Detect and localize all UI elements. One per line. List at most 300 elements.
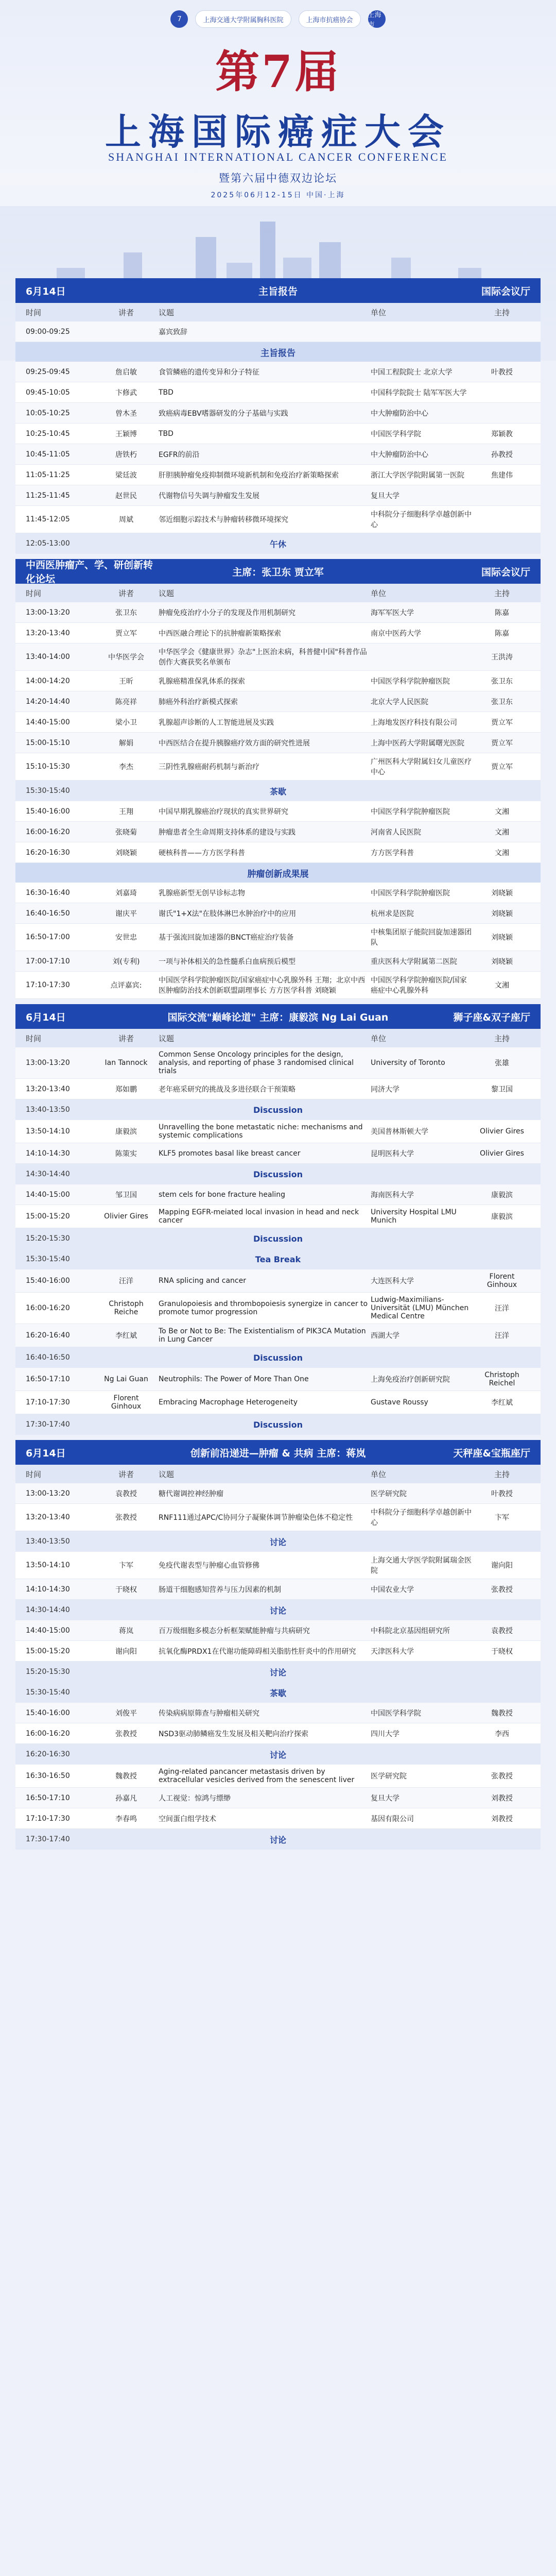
row-time: 17:10-17:30	[26, 981, 70, 989]
row-speaker: 谢向阳	[115, 1647, 137, 1656]
row-time: 14:20-14:40	[26, 697, 70, 706]
table-row	[15, 1079, 541, 1099]
row-topic: 中西医结合在提升胰腺癌疗效方面的研究性进展	[159, 739, 310, 748]
row-topic: 中华医学会《健康世界》杂志"上医治未病，科普健中国"科普作品创作大赛获奖名单颁布	[159, 648, 367, 667]
row-host: 张卫东	[491, 677, 513, 686]
row-topic: 基于强流回旋加速器的BNCT癌症治疗装备	[159, 934, 294, 942]
row-org: 中国医学科学院肿瘤医院/国家癌症中心乳腺外科	[371, 976, 467, 995]
row-host: 黎卫国	[491, 1085, 513, 1094]
break-time: 15:30-15:40	[26, 1255, 70, 1263]
row-time: 16:50-17:00	[26, 933, 70, 941]
row-speaker: Florent Ginhoux	[111, 1394, 142, 1411]
row-speaker: 梁小卫	[115, 718, 137, 727]
row-host: Florent Ginhoux	[486, 1273, 517, 1289]
table-row	[15, 1324, 541, 1347]
row-speaker: 陈策实	[115, 1149, 137, 1158]
table-row	[15, 465, 541, 485]
session-2	[15, 1004, 541, 1435]
row-speaker: 汪洋	[119, 1277, 133, 1285]
table-row	[15, 1723, 541, 1744]
row-time: 15:10-15:30	[26, 762, 70, 771]
row-host: 张教授	[491, 1772, 513, 1781]
col-speaker: 讲者	[118, 308, 134, 317]
row-org: 方方医学科普	[371, 849, 414, 857]
col-time: 时间	[26, 1469, 42, 1479]
col-topic: 议题	[159, 588, 175, 598]
break-title: Discussion	[253, 1352, 303, 1363]
row-topic: Embracing Macrophage Heterogeneity	[159, 1398, 298, 1406]
table-row	[15, 643, 541, 671]
row-speaker: 卞修武	[115, 388, 137, 397]
row-speaker: 李杰	[119, 763, 133, 771]
break-row	[15, 781, 541, 801]
break-time: 14:30-14:40	[26, 1170, 70, 1178]
row-time: 13:50-14:10	[26, 1127, 70, 1136]
conference-logo: 7	[170, 10, 188, 28]
row-org: 中科院分子细胞科学卓越创新中心	[371, 1509, 472, 1527]
table-row	[15, 1483, 541, 1504]
row-speaker: 张教授	[115, 1730, 137, 1738]
row-topic: Mapping EGFR-meiated local invasion in head and neck cancer	[159, 1208, 359, 1225]
row-speaker: 中华医学会	[108, 653, 144, 662]
conference-date: 2025年06月12-15日 中国·上海	[211, 191, 345, 199]
break-row	[15, 533, 541, 554]
row-host: 孙教授	[491, 450, 513, 459]
row-time: 13:00-13:20	[26, 608, 70, 617]
row-org: 复旦大学	[371, 492, 399, 500]
row-host: Olivier Gires	[480, 1127, 524, 1136]
break-time: 12:05-13:00	[26, 539, 70, 548]
row-host: 王洪涛	[491, 653, 513, 662]
sub-title: 肿瘤创新成果展	[247, 869, 309, 879]
row-time: 11:05-11:25	[26, 470, 70, 479]
row-org: 中国医学科学院	[371, 430, 421, 438]
row-org: 中国医学科学院	[371, 1709, 421, 1718]
row-speaker: 陈亮祥	[115, 698, 137, 706]
row-org: 四川大学	[371, 1730, 399, 1738]
row-time: 15:40-16:00	[26, 807, 70, 816]
row-org: 中核集团原子能院回旋加速器团队	[371, 928, 472, 947]
row-org: 上海中医药大学附属曙光医院	[371, 739, 464, 748]
row-speaker: 孙嘉凡	[115, 1794, 137, 1803]
row-speaker: 张卫东	[115, 608, 137, 617]
session-venue: 狮子座&双子座厅	[453, 1011, 530, 1023]
col-org: 单位	[371, 588, 387, 598]
row-speaker: 于晓权	[115, 1585, 137, 1594]
row-host: 文湘	[495, 807, 509, 816]
table-row	[15, 1765, 541, 1788]
table-header	[15, 303, 541, 321]
row-org: Gustave Roussy	[371, 1398, 428, 1406]
row-topic: 中国医学科学院肿瘤医院/国家癌症中心乳腺外科 王翔；北京中西医肿瘤防治技术创新联盟副理事长 方方医学科普 刘晓颖	[159, 976, 366, 995]
table-row	[15, 1120, 541, 1143]
row-host: 叶教授	[491, 368, 513, 377]
row-host: 陈嘉	[495, 629, 509, 638]
row-host: 张卫东	[491, 698, 513, 706]
row-time: 16:00-16:20	[26, 1304, 70, 1312]
row-topic: KLF5 promotes basal like breast cancer	[159, 1149, 301, 1158]
session-title: 国际交流"巅峰论道" 主席：康毅滨 Ng Lai Guan	[167, 1011, 389, 1023]
break-title: 茶歇	[269, 1688, 286, 1698]
break-time: 15:30-15:40	[26, 787, 70, 795]
row-topic: 中西医融合理论下的抗肿瘤新策略探索	[159, 629, 281, 638]
session-day: 6月14日	[26, 1447, 66, 1459]
row-speaker: Ng Lai Guan	[104, 1375, 148, 1383]
col-org: 单位	[371, 308, 387, 317]
row-host: 张雄	[495, 1059, 509, 1067]
session-day: 中西医肿瘤产、学、研创新转化论坛	[26, 560, 153, 585]
row-org: 中国农业大学	[371, 1585, 414, 1594]
row-time: 14:10-14:30	[26, 1585, 70, 1594]
row-topic: 免疫代谢表型与肿瘤心血管修佛	[159, 1562, 259, 1570]
row-topic: EGFR的前沿	[159, 450, 200, 459]
row-topic: 乳腺癌新型无创早诊标志物	[159, 889, 245, 897]
row-topic: 硬核科普——方方医学科普	[159, 849, 245, 857]
row-host: 文湘	[495, 828, 509, 837]
row-time: 16:00-16:20	[26, 827, 70, 836]
row-time: 15:00-15:20	[26, 1647, 70, 1655]
break-time: 15:20-15:30	[26, 1668, 70, 1676]
row-topic: Neutrophils: The Power of More Than One	[159, 1375, 309, 1383]
col-host: 主持	[494, 308, 510, 317]
row-speaker: 解娟	[119, 739, 133, 748]
row-speaker: 王昕	[119, 677, 133, 686]
row-time: 16:20-16:40	[26, 1331, 70, 1340]
row-topic: 邻近细胞示踪技术与肿瘤转移微环境探究	[159, 516, 288, 524]
row-topic: 抗氧化酶PRDX1在代谢功能障碍相关脂肪性肝炎中的作用研究	[159, 1647, 356, 1656]
row-host: Christoph Reichel	[484, 1371, 519, 1387]
row-speaker: 李红斌	[115, 1332, 137, 1340]
row-speaker: Olivier Gires	[104, 1212, 148, 1221]
session-rows	[15, 602, 541, 999]
table-row	[15, 403, 541, 423]
row-topic: 肿瘤免疫治疗小分子的发现及作用机制研究	[159, 608, 296, 617]
row-topic: To Be or Not to Be: The Existentialism of PIK3CA Mutation in Lung Cancer	[159, 1327, 366, 1344]
table-row	[15, 822, 541, 842]
row-topic: 乳腺癌精准保乳体系的探索	[159, 677, 245, 686]
row-org: 中大肿瘤防治中心	[371, 450, 428, 459]
row-host: 康毅滨	[491, 1191, 513, 1199]
row-org: 同济大学	[371, 1085, 399, 1094]
row-time: 15:00-15:20	[26, 1212, 70, 1221]
conference-title: 上海国际癌症大会	[105, 110, 451, 153]
row-host: 焦建伟	[491, 471, 513, 480]
col-speaker: 讲者	[118, 1469, 134, 1479]
row-org: 美国普林斯顿大学	[371, 1128, 428, 1136]
session-header	[15, 1004, 541, 1029]
row-speaker: 袁教授	[115, 1489, 137, 1498]
session-1	[15, 559, 541, 999]
row-time: 14:40-15:00	[26, 1190, 70, 1199]
table-row	[15, 1047, 541, 1079]
table-row	[15, 972, 541, 999]
table-row	[15, 423, 541, 444]
hospital-logo: 上海交通大学附属胸科医院	[195, 10, 291, 28]
row-time: 13:00-13:20	[26, 1059, 70, 1067]
break-row	[15, 1099, 541, 1120]
row-time: 09:00-09:25	[26, 327, 70, 336]
break-row	[15, 1164, 541, 1184]
row-speaker: 谢庆平	[115, 909, 137, 918]
conference-title-en: SHANGHAI INTERNATIONAL CANCER CONFERENCE	[108, 150, 448, 163]
row-org: 上海交通大学医学院附属瑞金医院	[371, 1556, 472, 1575]
session-venue: 天秤座&宝瓶座厅	[453, 1447, 530, 1459]
row-host: 郑颖教	[491, 430, 513, 438]
row-time: 16:20-16:30	[26, 848, 70, 857]
table-row	[15, 691, 541, 712]
row-org: 医学研究院	[371, 1489, 407, 1498]
break-title: 讨论	[269, 1537, 286, 1547]
row-host: 贾立军	[491, 718, 513, 727]
row-topic: TBD	[159, 429, 173, 438]
row-speaker: Ian Tannock	[105, 1059, 148, 1067]
col-topic: 议题	[159, 308, 175, 317]
table-row	[15, 1293, 541, 1324]
city-logo: 上海市	[368, 10, 386, 28]
table-row	[15, 1552, 541, 1579]
row-speaker: 赵世民	[115, 492, 137, 500]
break-row	[15, 1228, 541, 1249]
row-topic: 传染病病原筛查与肿瘤相关研究	[159, 1709, 259, 1718]
sub-section-header	[15, 863, 541, 883]
row-host: 陈嘉	[495, 608, 509, 617]
table-row	[15, 1808, 541, 1829]
table-header	[15, 1029, 541, 1047]
table-row	[15, 903, 541, 924]
break-title: 讨论	[269, 1667, 286, 1677]
row-topic: 空间蛋白组学技术	[159, 1815, 216, 1823]
row-time: 13:20-13:40	[26, 1084, 70, 1093]
row-topic: Aging-related pancancer metastasis driven by extracellular vesicles derived from the senescent liver	[159, 1768, 355, 1784]
row-org: 上海免疫治疗创新研究院	[371, 1376, 450, 1384]
row-topic: 肿瘤患者全生命周期支持体系的建设与实践	[159, 828, 296, 837]
row-org: 昆明医科大学	[371, 1149, 414, 1158]
session-rows	[15, 1483, 541, 1850]
table-header	[15, 584, 541, 602]
row-org: 医学研究院	[371, 1772, 407, 1781]
break-time: 16:20-16:30	[26, 1750, 70, 1758]
row-time: 14:40-15:00	[26, 718, 70, 726]
break-row	[15, 1414, 541, 1435]
sub-section-header	[15, 342, 541, 362]
row-speaker: 安世忠	[115, 934, 137, 942]
row-speaker: 唐铁朽	[115, 450, 137, 459]
row-org: 河南省人民医院	[371, 828, 421, 837]
row-topic: Common Sense Oncology principles for the design, analysis, and reporting of phase 3 randomised clinical trials	[159, 1050, 354, 1075]
row-host: 贾立军	[491, 739, 513, 748]
row-time: 16:30-16:50	[26, 1772, 70, 1780]
row-org: 重庆医科大学附属第二医院	[371, 957, 457, 966]
row-topic: 肝胆胰肿瘤免疫抑制微环境新机制和免疫治疗新策略探索	[159, 471, 339, 480]
break-time: 14:30-14:40	[26, 1606, 70, 1614]
row-org: 中国医学科学院肿瘤医院	[371, 677, 450, 686]
break-row	[15, 1249, 541, 1269]
row-time: 16:40-16:50	[26, 909, 70, 918]
row-org: 北京大学人民医院	[371, 698, 428, 706]
break-title: Discussion	[253, 1419, 303, 1430]
session-rows	[15, 1047, 541, 1435]
table-row	[15, 321, 541, 342]
col-speaker: 讲者	[118, 588, 134, 598]
row-time: 13:20-13:40	[26, 1513, 70, 1521]
row-time: 10:45-11:05	[26, 450, 70, 459]
break-title: Tea Break	[255, 1254, 301, 1264]
table-header	[15, 1465, 541, 1483]
table-row	[15, 712, 541, 733]
row-org: 复旦大学	[371, 1794, 399, 1803]
break-row	[15, 1347, 541, 1368]
break-title: Discussion	[253, 1233, 303, 1244]
row-org: 中科院北京基因组研究所	[371, 1626, 450, 1635]
table-row	[15, 753, 541, 781]
break-row	[15, 1600, 541, 1620]
row-time: 14:00-14:20	[26, 676, 70, 685]
table-row	[15, 1205, 541, 1228]
row-time: 09:25-09:45	[26, 367, 70, 376]
row-time: 16:30-16:40	[26, 888, 70, 897]
break-row	[15, 1531, 541, 1552]
row-host: 张教授	[491, 1585, 513, 1594]
table-row	[15, 951, 541, 972]
row-speaker: 刘嘉琦	[115, 889, 137, 897]
edition-title: 第7届	[215, 46, 341, 98]
row-time: 15:00-15:10	[26, 738, 70, 747]
row-time: 13:50-14:10	[26, 1561, 70, 1569]
row-speaker: 张教授	[115, 1514, 137, 1522]
session-header	[15, 278, 541, 303]
row-time: 13:20-13:40	[26, 629, 70, 637]
session-day: 6月14日	[26, 285, 66, 297]
row-time: 16:00-16:20	[26, 1729, 70, 1738]
row-host: Olivier Gires	[480, 1149, 524, 1158]
table-row	[15, 1703, 541, 1723]
table-row	[15, 1620, 541, 1641]
table-row	[15, 362, 541, 382]
row-time: 15:40-16:00	[26, 1277, 70, 1285]
row-time: 17:10-17:30	[26, 1398, 70, 1406]
session-0	[15, 278, 541, 554]
row-speaker: 点评嘉宾:	[110, 981, 142, 990]
row-topic: Granulopoiesis and thrombopoiesis synergize in cancer to promote tumor progression	[159, 1300, 368, 1316]
row-org: 基因有限公司	[371, 1815, 414, 1823]
session-title: 主席：张卫东 贾立军	[232, 566, 324, 578]
row-org: 中国医学科学院肿瘤医院	[371, 889, 450, 897]
row-org: 海军军医大学	[371, 608, 414, 617]
col-speaker: 讲者	[118, 1033, 134, 1043]
row-topic: NSD3驱动肺鳞癌发生发展及相关靶向治疗探索	[159, 1730, 309, 1738]
row-host: 刘晓颖	[491, 889, 513, 897]
col-host: 主持	[494, 1033, 510, 1043]
row-time: 11:25-11:45	[26, 491, 70, 500]
row-host: 汪洋	[495, 1332, 509, 1340]
row-speaker: 张晓菊	[115, 828, 137, 837]
row-topic: 三阴性乳腺癌耐药机制与新治疗	[159, 763, 259, 771]
row-org: 中科院分子细胞科学卓越创新中心	[371, 511, 472, 529]
break-time: 17:30-17:40	[26, 1420, 70, 1429]
row-org: 中国科学院院士 陆军军医大学	[371, 388, 467, 397]
row-host: 李红斌	[491, 1399, 513, 1407]
row-speaker: 蒋岚	[119, 1626, 133, 1635]
row-speaker: 刘俊平	[115, 1709, 137, 1718]
row-host: 刘教授	[491, 1794, 513, 1803]
session-3	[15, 1440, 541, 1850]
col-topic: 议题	[159, 1469, 175, 1479]
row-host: 李西	[495, 1730, 509, 1738]
association-logo: 上海市抗癌协会	[299, 10, 361, 28]
row-host: 袁教授	[491, 1626, 513, 1635]
row-time: 14:10-14:30	[26, 1149, 70, 1158]
row-host: 康毅滨	[491, 1213, 513, 1221]
row-host: 卞军	[495, 1514, 509, 1522]
row-speaker: 卞军	[119, 1562, 133, 1570]
table-row	[15, 842, 541, 863]
row-topic: 百万级细胞多模态分析框架赋能肿瘤与共病研究	[159, 1626, 310, 1635]
row-speaker: 王颖博	[115, 430, 137, 438]
session-venue: 国际会议厅	[481, 285, 530, 297]
row-topic: 老年癌采研究的挑战及多进径联合干预策略	[159, 1085, 296, 1094]
row-topic: 代谢物信号失调与肿瘤发生发展	[159, 492, 259, 500]
row-org: 中大肿瘤防治中心	[371, 409, 428, 418]
row-host: 汪洋	[495, 1304, 509, 1313]
row-host: 文湘	[495, 849, 509, 857]
session-day: 6月14日	[26, 1011, 66, 1023]
row-org: 大连医科大学	[371, 1277, 414, 1285]
table-row	[15, 506, 541, 533]
table-row	[15, 1504, 541, 1531]
session-rows	[15, 321, 541, 554]
row-speaker: 邹卫国	[115, 1191, 137, 1199]
row-speaker: 王翔	[119, 807, 133, 816]
break-row	[15, 1682, 541, 1703]
break-title: 茶歇	[269, 786, 286, 796]
table-row	[15, 1269, 541, 1293]
row-topic: 谢氏"1+X法"在肢体淋巴水肿治疗中的应用	[159, 909, 297, 918]
row-time: 13:40-14:00	[26, 653, 70, 661]
break-title: 午休	[269, 539, 286, 549]
session-title: 创新前沿递进—肿瘤 & 共病 主席：蒋岚	[190, 1447, 366, 1459]
row-speaker: 曾木圣	[115, 409, 137, 418]
row-topic: 乳腺超声诊断的人工智能进展及实践	[159, 718, 274, 727]
row-time: 10:25-10:45	[26, 429, 70, 438]
row-org: 西湖大学	[371, 1332, 399, 1340]
break-title: 讨论	[269, 1750, 286, 1760]
row-host: 刘晓颖	[491, 934, 513, 942]
row-speaker: 刘(专利)	[112, 957, 140, 966]
row-org: Ludwig-Maximilians-Universität (LMU) München Medical Centre	[371, 1296, 469, 1320]
row-org: 杭州求是医院	[371, 909, 414, 918]
table-row	[15, 671, 541, 691]
row-topic: TBD	[159, 388, 173, 397]
table-row	[15, 444, 541, 465]
col-org: 单位	[371, 1469, 387, 1479]
break-title: Discussion	[253, 1169, 303, 1179]
row-host: 谢向阳	[491, 1562, 513, 1570]
break-row	[15, 1744, 541, 1765]
row-topic: Unravelling the bone metastatic niche: mechanisms and systemic complications	[159, 1123, 363, 1140]
row-topic: RNA splicing and cancer	[159, 1277, 246, 1285]
break-title: 讨论	[269, 1835, 286, 1845]
row-time: 11:45-12:05	[26, 515, 70, 523]
table-row	[15, 1579, 541, 1600]
row-speaker: 刘晓颖	[115, 849, 137, 857]
row-org: 广州医科大学附属妇女儿童医疗中心	[371, 758, 472, 776]
row-time: 17:10-17:30	[26, 1814, 70, 1823]
row-topic: RNF111通过APC/C协同分子凝聚体调节肿瘤染色体不稳定性	[159, 1514, 353, 1522]
row-org: 南京中医药大学	[371, 629, 421, 638]
col-org: 单位	[371, 1033, 387, 1043]
row-speaker: Christoph Reiche	[109, 1300, 144, 1316]
row-speaker: 魏教授	[115, 1772, 137, 1781]
